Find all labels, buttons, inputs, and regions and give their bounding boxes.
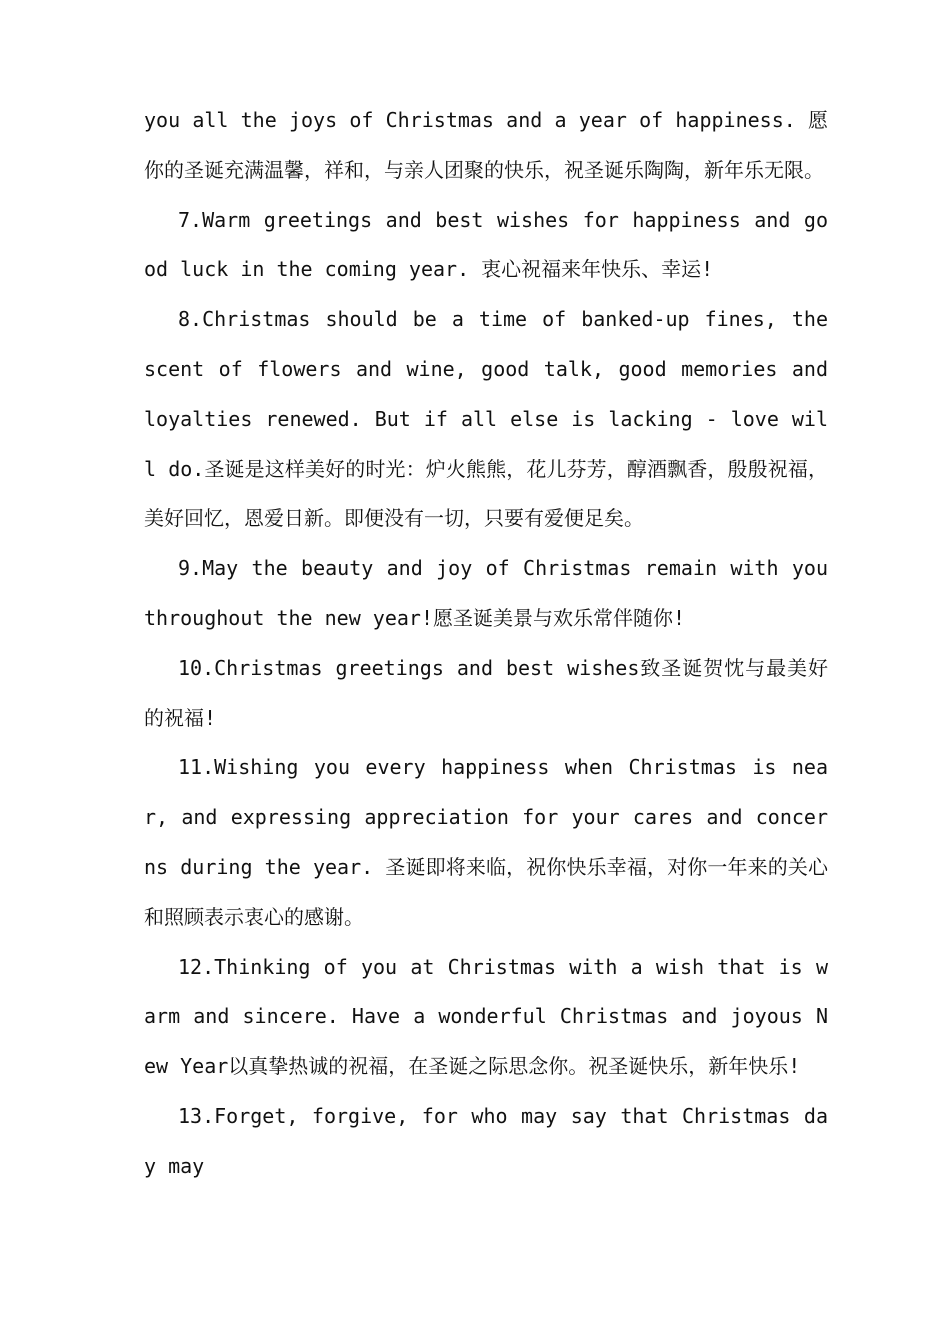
paragraph-item-9: 9.May the beauty and joy of Christmas remain with you throughout the new year!愿圣诞美景与欢乐常伴随你! [144, 556, 828, 630]
paragraph-item-12: 12.Thinking of you at Christmas with a wish that is warm and sincere. Have a wonderful Christmas and joyous New Year以真挚热诚的祝福，在圣诞之际思念你。祝圣诞快乐，新年快乐! [144, 954, 828, 1079]
paragraph-item-11: 11.Wishing you every happiness when Christmas is near, and expressing appreciation for your cares and concerns during the year. 圣诞即将来临，祝你快乐幸福，对你一年来的关心和照顾表示衷心的感谢。 [144, 755, 828, 929]
paragraph-continued: you all the joys of Christmas and a year of happiness. 愿你的圣诞充满温馨，祥和，与亲人团聚的快乐，祝圣诞乐陶陶，新年乐无限。 [144, 108, 828, 182]
paragraph-item-13: 13.Forget, forgive, for who may say that Christmas day may [144, 1103, 828, 1178]
paragraph-item-7: 7.Warm greetings and best wishes for happiness and good luck in the coming year. 衷心祝福来年快乐、幸运! [144, 207, 828, 282]
document-body [144, 96, 828, 1192]
paragraph-item-8: 8.Christmas should be a time of banked-up fines, the scent of flowers and wine, good talk, good memories and loyalties renewed. But if all else is lacking - love will do.圣诞是这样美好的时光：炉火熊熊，花儿芬芳，醇酒飘香，殷殷祝福，美好回忆，恩爱日新。即便没有一切，只要有爱便足矣。 [144, 307, 828, 531]
paragraph-item-10: 10.Christmas greetings and best wishes致圣诞贺忱与最美好的祝福! [144, 655, 828, 730]
